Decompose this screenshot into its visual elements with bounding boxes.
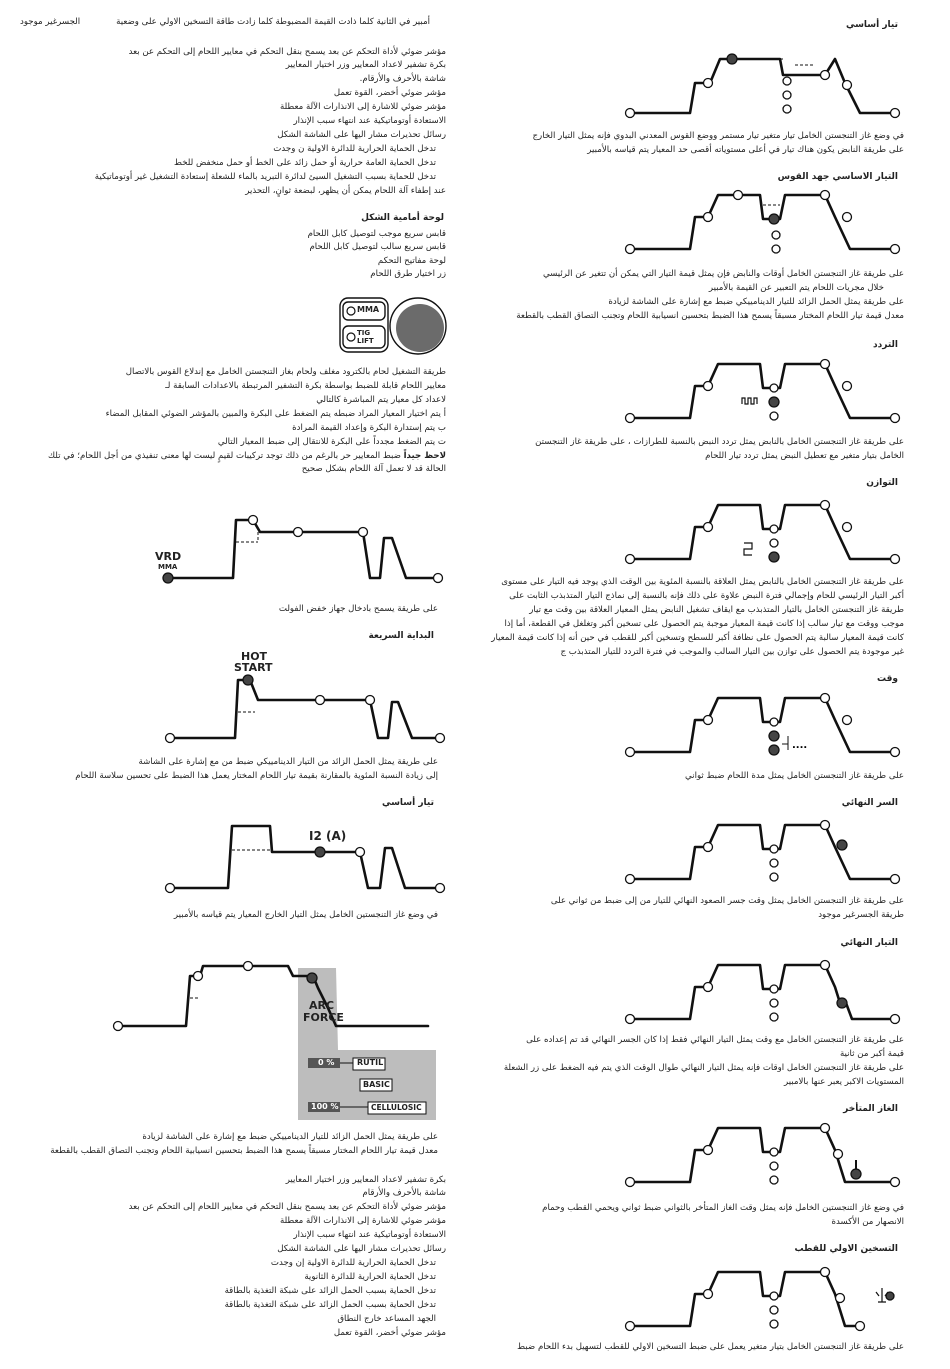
arc-force-cellulosic: CELLULOSIC	[371, 1103, 422, 1112]
section-text: المستويات الاكبر يعبر عنها بالامبير	[783, 1077, 904, 1087]
arc-force-pct-0: 0 %	[318, 1058, 335, 1067]
left-line: مؤشر ضوئي لأداة التحكم عن بعد يسمح بنقل التحكم في معايير اللحام إلى التحكم عن بعد	[128, 47, 446, 57]
left-line: رسائل تحذيرات مشار اليها على الشاشة الشكل	[277, 130, 446, 140]
section-text: على طريقة يمثل الحمل الزائد للتيار الدينامييكي ضبط مع إشارة على الشاشة لزيادة	[608, 297, 904, 307]
left-mid-line: طريقة التشغيل لحام بالكترود مغلف ولحام بغاز التنجستن الخامل مع إندلاع القوس بالاتصال	[125, 367, 446, 377]
left-line: تدخل الحماية العامة حرارية أو حمل زائد على الخط أو حمل منخفض للخط	[174, 158, 436, 168]
section-text: الانصهار من الأكسدة	[831, 1217, 904, 1227]
base-current-left-diagram	[150, 822, 450, 892]
hot-start-caption: إلى زيادة النسبة المئوية بالمقارنة بقيمة تيار اللحام المختار يعمل هذا الضبط على تحسين سلاسة اللحام	[75, 771, 438, 781]
hot-start-label-2: START	[234, 661, 273, 674]
section-title-final-slope: السر النهائي	[841, 798, 898, 808]
arc-force-label-2: FORCE	[303, 1011, 344, 1024]
section-text: الخامل بتيار متغير مع تعطيل النبض يمثل تردد تيار اللحام	[705, 451, 904, 461]
waveform-post-gas	[620, 1108, 900, 1198]
note-text: ضبط المعايير حر بالرغم من ذلك توجد تركيبات لقيمٍ ليست لها معنى تنفيذي من أجل اللحام؛ في تلك	[48, 451, 404, 461]
left-bottom-line: تدخل الحماية بسبب الحمل الزائد على شبكة التغذية بالطاقة	[224, 1286, 436, 1296]
waveform-final-slope	[620, 805, 900, 895]
hot-start-diagram	[150, 672, 450, 742]
section-text: على طريقة غاز التنجستن الخامل بتيار متغير يعمل على ضبط التسخين الاولي للقطب لتسهيل بدء اللحام ضبط	[517, 1342, 904, 1352]
selector-mma-label: MMA	[357, 305, 380, 314]
note-line	[48, 450, 446, 462]
section-title-balance: التوازن	[866, 478, 898, 488]
section-title-frequency: التردد	[873, 340, 898, 350]
section-title-post-gas: الغاز المتأخر	[843, 1104, 898, 1114]
left-line: مؤشر ضوئي أخضر، القوة تعمل	[333, 88, 446, 98]
section-text: على طريقة غاز التنجستن الخامل بالنابض يمثل العلاقة بالنسبة المئوية بين الوقت الذي يوجد فيه التيار على مستوى	[501, 577, 904, 587]
left-bottom-line: تدخل الحماية الحرارية للدائرة الاولية إن وجدت	[270, 1258, 436, 1268]
left-bottom-line: رسائل تحذيرات مشار اليها على الشاشة الشكل	[277, 1244, 446, 1254]
arc-force-label-1: ARC	[309, 999, 335, 1012]
waveform-preheat	[620, 1252, 900, 1342]
hot-start-label-1: HOT	[241, 650, 268, 663]
left-line: الاستعادة أوتوماتيكية عند انتهاء سبب الإنذار	[293, 116, 446, 126]
base-current-left-title: تيار أساسي	[381, 798, 434, 808]
front-panel-line: زر اختيار طرق اللحام	[370, 269, 446, 279]
left-mid-line: ت يتم الضغط مجدداً على البكرة للانتقال إلى ضبط المعيار التالي	[217, 437, 446, 447]
section-text: طريقة الجسرغير موجود	[818, 910, 904, 920]
section-text: في وضع غاز التنجستين الخامل فإنه يمثل وقت الغاز المتأخر بالثواني ضبط ثواني ويحمي القطب وحمام	[542, 1203, 904, 1213]
waveform-base-arc	[620, 175, 900, 265]
left-bottom-line: شاشة بالأحرف والأرقام	[362, 1188, 446, 1198]
section-title-preheat: التسخين الاولي للقطب	[794, 1244, 898, 1254]
section-title-base-current: تيار أساسي	[845, 20, 898, 30]
top-line-end: الجسرغير موجود	[20, 17, 81, 27]
arc-force-basic: BASIC	[363, 1080, 390, 1089]
arc-force-pct-100: 100 %	[311, 1102, 339, 1111]
section-text: على طريقة غاز التنجستن الخامل اوقات فإنه يمثل التيار النهائي طوال الوقت الذي يتم فيه الضغط على زر الشعلة	[503, 1063, 904, 1073]
left-line: تدخل الحماية الحرارية للدائرة الاولية ن وجدت	[273, 144, 436, 154]
left-bottom-line: مؤشر ضوئي للاشارة إلى الانذارات الآلة معطلة	[279, 1216, 446, 1226]
section-text: معدل قيمة تيار اللحام المختار مسبقاً يسمح هذا الضبط بتحسين انسيابية اللحام وتجنب التصاق القطب بالقطعة	[516, 311, 904, 321]
left-mid-line: أ يتم اختيار المعيار المراد ضبطه يتم الضغط على البكرة والمبين بالمؤشر الضوئي المقابل المضاء	[105, 409, 446, 419]
hot-start-title: البداية السريعة	[368, 631, 434, 641]
section-text: في وضع غاز التنجستن الخامل تيار متغير تيار مستمر ووضع القوس المعدني البدوي فإنه يمثل التيار الخارج	[532, 131, 904, 141]
i2-label: I2 (A)	[309, 829, 347, 843]
left-bottom-line: تدخل الحماية بسبب الحمل الزائد على شبكة التغذية بالطاقة	[224, 1300, 436, 1310]
left-bottom-line: مؤشر ضوئي أخضر، القوة تعمل	[333, 1328, 446, 1338]
section-text: على طريقة غاز التنجستن الخامل أوقات والنابض فإن يمثل قيمة التيار التي يمكن أن تتغير عن الرئيسي	[542, 269, 904, 279]
left-mid-line: ب يتم إستدارة البكرة وإعداد القيمة المرادة	[292, 423, 446, 433]
left-bottom-line: الجهد المساعد خارج النطاق	[337, 1314, 436, 1324]
front-panel-line: لوحة مفاتيح التحكم	[377, 256, 446, 266]
left-bottom-line: تدخل الحماية الحرارية للدائرة الثانوية	[304, 1272, 436, 1282]
selector-lift-label: LIFT	[357, 337, 374, 345]
left-bottom-line: الاستعادة أوتوماتيكية عند انتهاء سبب الإنذار	[293, 1230, 446, 1240]
vrd-caption: على طريقة يسمح بادخال جهاز خفض الفولت	[278, 604, 438, 614]
section-title-final-current: التيار النهائي	[840, 938, 898, 948]
left-line: شاشة بالأحرف والأرقام.	[359, 74, 446, 84]
left-line: تدخل للحماية بسبب التشغيل السيئ لدائرة التبريد بالماء للشعلة إستعادة التشغيل غير أوتوماتيكية	[94, 172, 436, 182]
top-line-main: أمبير في الثانية كلما ذادت القيمة المضبوطة كلما زادت طاقة التسخين الاولي على وضعية	[116, 17, 430, 27]
left-mid-line: معايير اللحام قابلة للضبط بواسطة بكرة التشفير المرتبطة بالاعدادات السابقة لـ	[165, 381, 446, 391]
svg-text:....: ....	[792, 740, 808, 751]
section-text: طريقة غاز التنجستن الخامل بالتيار المتذبذب مع ايقاف تشغيل النابض يمثل المعيار العلاقة بين وقت مع تيار	[529, 605, 904, 615]
section-text: على طريقة غاز التنجستن الخامل بالنابض يمثل تردد النبض بالنسبة للطرازات ، على طريقة غاز التنجستن	[535, 437, 904, 447]
left-line: عند إطفاء آلة اللحام يمكن أن يظهر، لبضعة ثوانٍ، التحذير	[245, 186, 446, 196]
hot-start-caption: على طريقة يمثل الحمل الزائد من التيار الدينامييكي ضبط من مع إشارة على الشاشة	[138, 757, 438, 767]
front-panel-line: قابس سريع سالب لتوصيل كابل اللحام	[309, 242, 446, 252]
section-text: خلال مجريات اللحام يتم التعبير عن القيمة بالأمبير	[708, 283, 884, 293]
arc-force-caption: معدل قيمة تيار اللحام المختار مسبقاً يسمح هذا الضبط بتحسين انسيابية اللحام وتجنب التصاق القطب بالقطعة	[50, 1146, 438, 1156]
section-text: على طريقة غاز التنجستن الخامل مع وقت يمثل التيار النهائي فقط إذا كان الجسر النهائي قد تم إعداده على	[526, 1035, 904, 1045]
vrd-label: VRD	[155, 550, 182, 563]
vrd-mma-label: MMA	[158, 563, 178, 571]
waveform-base-current	[620, 45, 900, 135]
vrd-diagram	[148, 512, 448, 582]
left-line: بكرة تشفير لاعداد المعايير وزر اختيار المعايير	[285, 60, 446, 70]
front-panel-line: قابس سريع موجب لتوصيل كابل اللحام	[307, 229, 446, 239]
section-text: أكبر التيار الرئيسي للحام وإجمالي فترة النبض علاوة على ذلك فإنه بالنسبة إلى نماذج التيار المتذبذب الثابت على	[509, 591, 904, 601]
waveform-time	[620, 678, 900, 768]
waveform-final-current	[620, 945, 900, 1035]
note-bold: لاحظ جيداً	[403, 451, 446, 461]
section-title-base-arc: التيار الاساسي جهد القوس	[777, 172, 898, 182]
left-line: مؤشر ضوئي للاشارة إلى الانذارات الآلة معطلة	[279, 102, 446, 112]
front-panel-title: لوحة أمامية الشكل	[361, 213, 444, 223]
section-title-time: وقت	[876, 674, 898, 684]
base-current-left-caption: في وضع غاز التنجستين الخامل يمثل التيار الخارج المعيار يتم قياسه بالأمبير	[173, 910, 438, 920]
left-bottom-line: مؤشر ضوئي لأداة التحكم عن بعد يسمح بنقل التحكم في معايير اللحام إلى التحكم عن بعد	[128, 1202, 446, 1212]
section-text: على طريقة غاز التنجستن الخامل يمثل وقت جسر الصعود النهائي للتيار من إلى ضبط من ثواني على	[550, 896, 904, 906]
note-line-2: الحالة قد لا تعمل آلة اللحام بشكل صحيح	[301, 464, 446, 474]
section-text: قيمة أكبر من ثانية	[839, 1049, 904, 1059]
arc-force-caption: على طريقة يمثل الحمل الزائد للتيار الدينامييكي ضبط مع إشارة على الشاشة لزيادة	[142, 1132, 438, 1142]
section-text: على طريقة النابض يكون هناك تيار في أعلى مستوياته أقصى حد المعيار يتم قياسه بالأمبير	[587, 145, 904, 155]
left-bottom-line: بكرة تشفير لاعداد المعايير وزر اختيار المعايير	[285, 1175, 446, 1185]
selector-tig-label: TIG	[357, 329, 371, 337]
waveform-frequency	[620, 342, 900, 422]
section-text: غير موجودة يتم الحصول على توازن بين التيار السالب والموجب في فترة التردد للتيار المتذبذب ج	[560, 647, 904, 657]
section-text: كانت قيمة المعيار سالبة يتم الحصول على نظافة أكبر للسطح وتسخين أكبر للقطب في حين أنه إذا كانت قيمة المعيار	[491, 633, 904, 643]
left-mid-line: لاعداد كل معيار يتم المباشرة كالتالي	[316, 395, 446, 405]
arc-force-rutil: RUTIL	[357, 1058, 384, 1067]
section-text: موجب ووقت مع تيار سالب إذا كانت قيمة المعيار موجبة يتم الحصول على تسخين أكبر وتغلغل في القطعة، أما إذا	[504, 619, 904, 629]
waveform-balance	[620, 485, 900, 575]
section-text: على طريقة غاز التنجستن الخامل يمثل مدة اللحام ضبط ثواني	[685, 771, 904, 781]
